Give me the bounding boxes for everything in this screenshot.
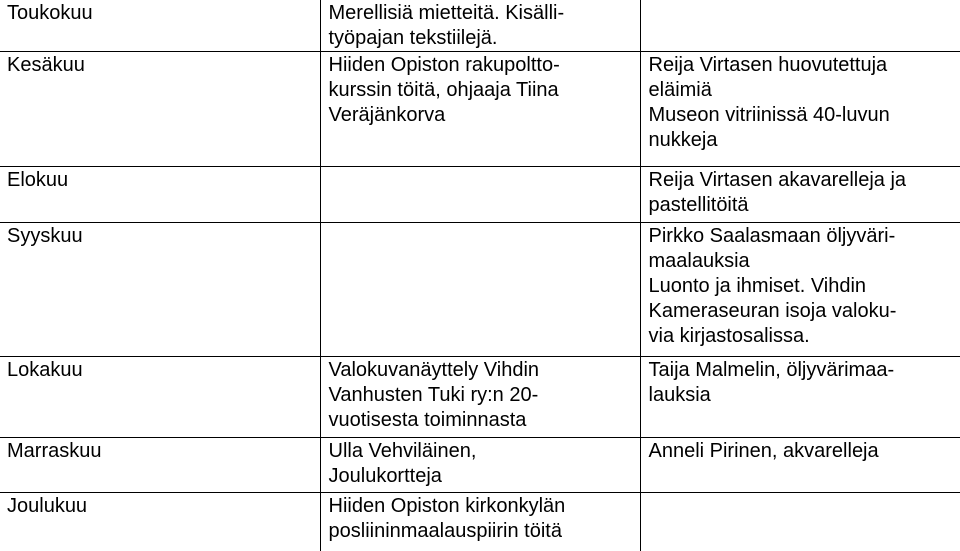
- text-line: Vanhusten Tuki ry:n 20-: [329, 383, 640, 408]
- text-line: Museon vitriinissä 40-luvun: [649, 103, 960, 128]
- month-label: Toukokuu: [7, 1, 320, 26]
- text-line: eläimiä: [649, 78, 960, 103]
- text-line: via kirjastosalissa.: [649, 324, 960, 349]
- text-line: posliininmaalauspiirin töitä: [329, 519, 640, 544]
- text-line: nukkeja: [649, 128, 960, 153]
- month-cell: [0, 357, 320, 438]
- middle-cell: [320, 52, 640, 167]
- right-cell: [640, 493, 960, 551]
- month-cell: [0, 223, 320, 357]
- right-cell: [640, 0, 960, 52]
- month-label: Joulukuu: [7, 494, 320, 519]
- text-line: Anneli Pirinen, akvarelleja: [649, 439, 960, 464]
- text-line: vuotisesta toiminnasta: [329, 408, 640, 433]
- month-label: Lokakuu: [7, 358, 320, 383]
- right-cell: [640, 438, 960, 493]
- text-line: Reija Virtasen huovutettuja: [649, 53, 960, 78]
- text-line: maalauksia: [649, 249, 960, 274]
- middle-cell: [320, 493, 640, 551]
- text-line: Pirkko Saalasmaan öljyväri-: [649, 224, 960, 249]
- text-line: Hiiden Opiston kirkonkylän: [329, 494, 640, 519]
- row-kesakuu: [0, 52, 960, 167]
- month-cell: [0, 493, 320, 551]
- right-cell: [640, 52, 960, 167]
- text-line: Valokuvanäyttely Vihdin: [329, 358, 640, 383]
- row-toukokuu: [0, 0, 960, 52]
- month-label: Elokuu: [7, 168, 320, 193]
- text-line: lauksia: [649, 383, 960, 408]
- row-marraskuu: [0, 438, 960, 493]
- middle-cell: [320, 0, 640, 52]
- text-line: Reija Virtasen akavarelleja ja: [649, 168, 960, 193]
- text-line: pastellitöitä: [649, 193, 960, 218]
- month-cell: [0, 438, 320, 493]
- month-cell: [0, 52, 320, 167]
- right-cell: [640, 167, 960, 223]
- month-label: Marraskuu: [7, 439, 320, 464]
- row-syyskuu: [0, 223, 960, 357]
- text-line: Hiiden Opiston rakupoltto-: [329, 53, 640, 78]
- middle-cell: [320, 357, 640, 438]
- text-line: Merellisiä mietteitä. Kisälli-: [329, 1, 640, 26]
- row-lokakuu: [0, 357, 960, 438]
- text-line: Kameraseuran isoja valoku-: [649, 299, 960, 324]
- month-label: Syyskuu: [7, 224, 320, 249]
- text-line: Joulukortteja: [329, 464, 640, 489]
- right-cell: [640, 223, 960, 357]
- month-cell: [0, 0, 320, 52]
- text-line: Veräjänkorva: [329, 103, 640, 128]
- right-cell: [640, 357, 960, 438]
- row-joulukuu: [0, 493, 960, 551]
- text-line: Luonto ja ihmiset. Vihdin: [649, 274, 960, 299]
- middle-cell: [320, 223, 640, 357]
- middle-cell: [320, 167, 640, 223]
- text-line: kurssin töitä, ohjaaja Tiina: [329, 78, 640, 103]
- month-label: Kesäkuu: [7, 53, 320, 78]
- text-line: Ulla Vehviläinen,: [329, 439, 640, 464]
- text-line: Taija Malmelin, öljyvärimaa-: [649, 358, 960, 383]
- middle-cell: [320, 438, 640, 493]
- row-elokuu: [0, 167, 960, 223]
- text-line: työpajan tekstiilejä.: [329, 26, 640, 51]
- month-cell: [0, 167, 320, 223]
